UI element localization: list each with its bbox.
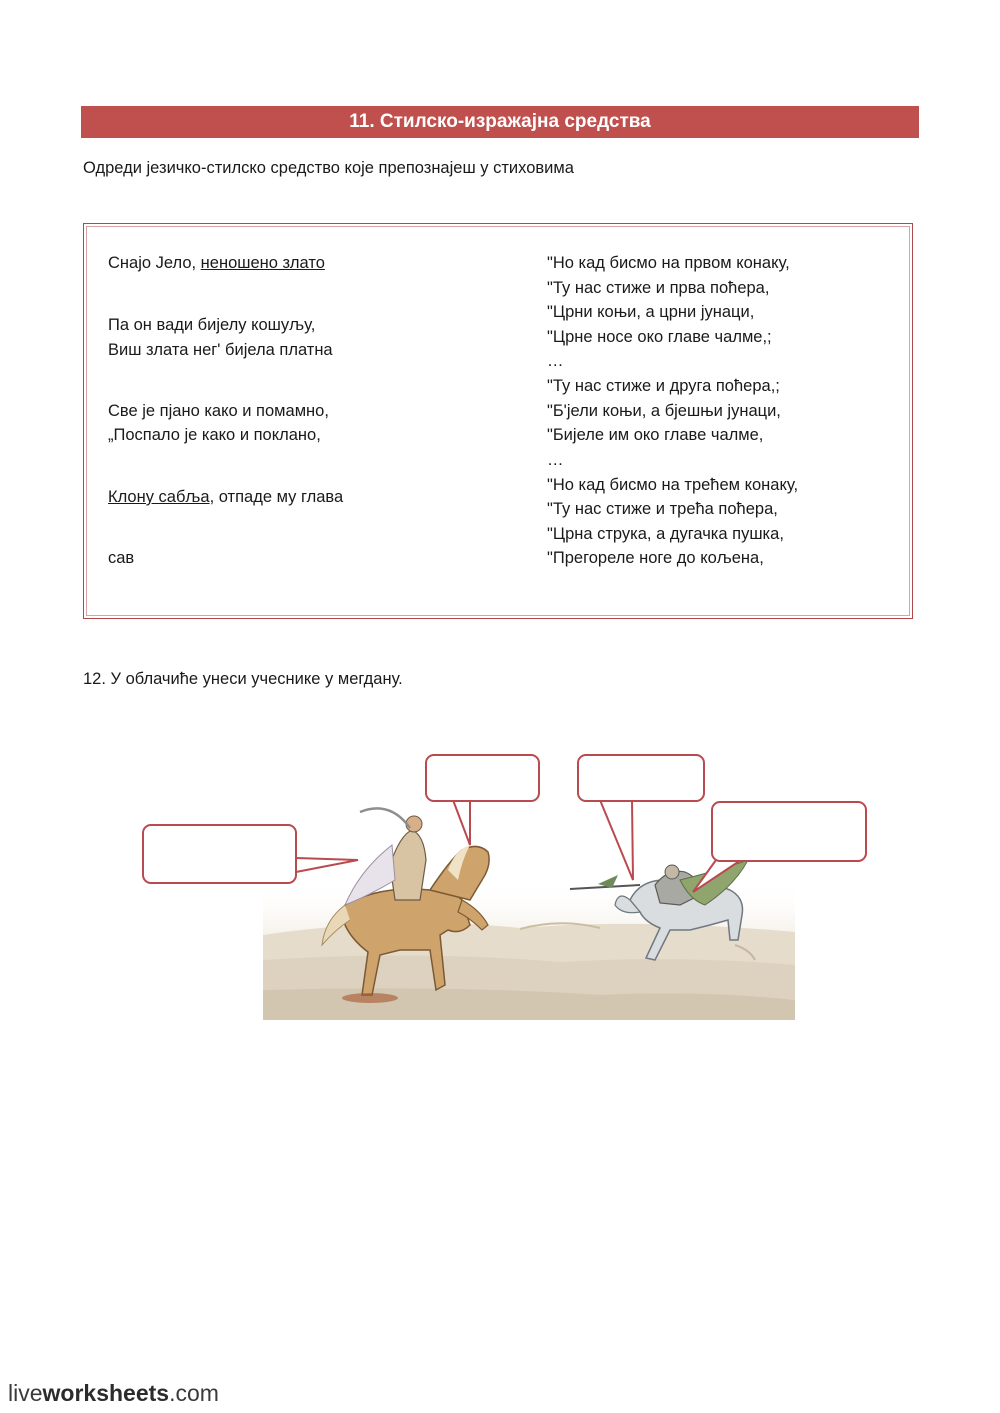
logo-tail: .com <box>169 1380 219 1406</box>
section-11-instruction: Одреди језичко-стилско средство које препознајеш у стиховима <box>83 159 574 177</box>
verse-right-10: "Но кад бисмо на трећем конаку, <box>547 476 799 494</box>
verse-right-6: "Ту нас стиже и друга поћера,; <box>547 377 780 395</box>
answer-bubble-left-rider-1[interactable] <box>142 824 297 884</box>
section-12-question: 12. У облачиће унеси учеснике у мегдану. <box>83 670 403 688</box>
verse-right-4: "Црне носе око главе чалме,; <box>547 328 772 346</box>
answer-bubble-right-rider-2[interactable] <box>711 801 867 862</box>
verse-left-6-text: , отпаде му глава <box>209 488 344 506</box>
verse-right-9: … <box>547 451 564 469</box>
verse-right-12: "Црна струка, а дугачка пушка, <box>547 525 784 543</box>
logo-bold: worksheets <box>42 1380 170 1406</box>
verse-left-6-underlined: Клону сабља <box>108 488 210 506</box>
answer-bubble-left-rider-2[interactable] <box>425 754 540 802</box>
verse-right-5: … <box>547 352 564 370</box>
logo-light: live <box>8 1380 43 1406</box>
section-11-title: 11. Стилско-изражајна средства <box>81 106 919 138</box>
verse-right-11: "Ту нас стиже и трећа поћера, <box>547 500 778 518</box>
verse-left-4: Све је пјано како и помамно, <box>108 402 329 420</box>
verse-left-1-text: Снајо Јело, <box>108 254 201 272</box>
verse-right-7: "Б'јели коњи, а бјешњи јунаци, <box>547 402 781 420</box>
verse-left-3: Виш злата нег' бијела платна <box>108 341 333 359</box>
liveworksheets-logo <box>8 1380 219 1407</box>
verse-left-1-underlined: неношено злато <box>200 254 325 272</box>
verse-right-8: "Бијеле им око главе чалме, <box>547 426 764 444</box>
verse-right-1: "Но кад бисмо на првом конаку, <box>547 254 790 272</box>
verse-right-3: "Црни коњи, а црни јунаци, <box>547 303 755 321</box>
verse-left-2: Па он вади бијелу кошуљу, <box>108 316 316 334</box>
answer-bubble-right-rider-1[interactable] <box>577 754 705 802</box>
verse-left-7: сав <box>108 549 135 567</box>
verse-right-2: "Ту нас стиже и прва поћера, <box>547 279 770 297</box>
verse-left-5: „Поспало је како и поклано, <box>108 426 321 444</box>
verse-right-13: "Прегореле ноге до кољена, <box>547 549 764 567</box>
